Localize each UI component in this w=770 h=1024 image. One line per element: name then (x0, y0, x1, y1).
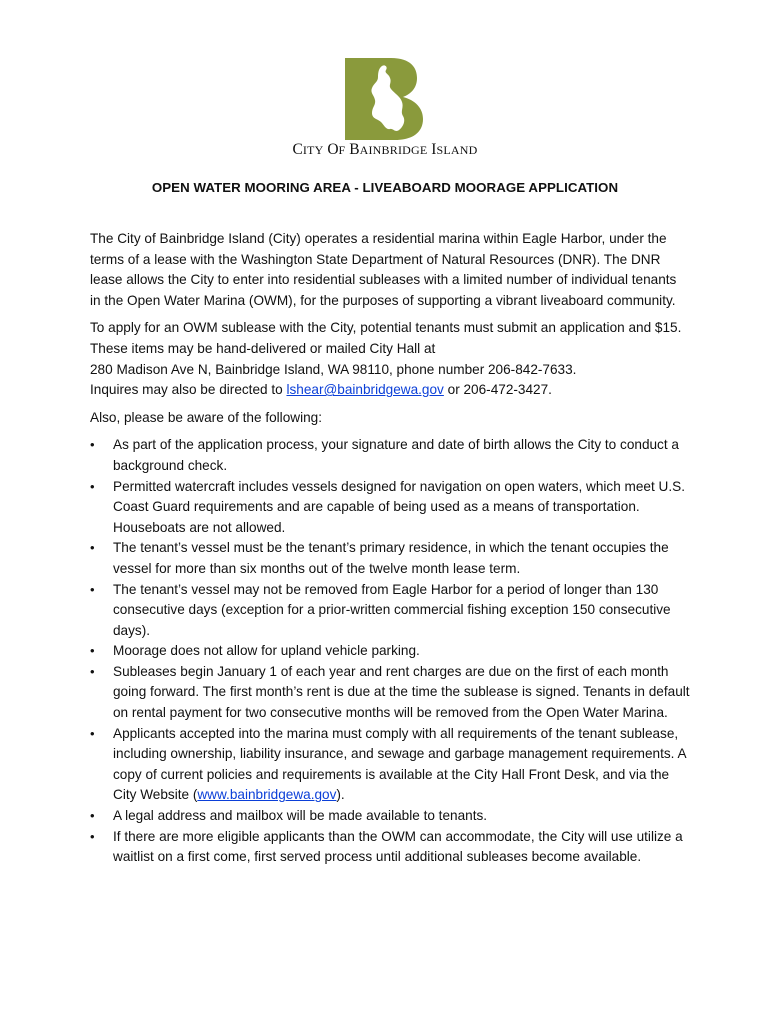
document-body (90, 229, 690, 868)
list-item: • Subleases begin January 1 of each year and rent charges are due on the first of each month going forward. The first month’s rent is due at the time the sublease is signed. Tenants in default on rental payment for two consecutive months will be removed from the Open Water Marina. (90, 662, 690, 724)
website-link[interactable]: www.bainbridgewa.gov (197, 787, 337, 803)
list-item: • Permitted watercraft includes vessels designed for navigation on open waters, which meet U.S. Coast Guard requirements and are capable of being used as a means of transportation. Houseboats are not allowed. (90, 477, 690, 539)
list-item: • If there are more eligible applicants than the OWM can accommodate, the City will use utilize a waitlist on a first come, first served process until additional subleases become available. (90, 827, 690, 868)
list-item: • The tenant’s vessel must be the tenant’s primary residence, in which the tenant occupies the vessel for more than six months out of the twelve month lease term. (90, 538, 690, 579)
intro-paragraph: The City of Bainbridge Island (City) operates a residential marina within Eagle Harbor, under the terms of a lease with the Washington State Department of Natural Resources (DNR). The DNR lease allows the City to enter into residential subleases with a limited number of individual tenants in the Open Water Marina (OWM), for the purposes of supporting a vibrant liveaboard community. (90, 231, 677, 308)
city-logo (345, 58, 423, 140)
city-name: CITY OF BAINBRIDGE ISLAND (292, 141, 478, 158)
apply-paragraph: To apply for an OWM sublease with the City, potential tenants must submit an application and $15. These items may be hand-delivered or mailed City Hall at 280 Madison Ave N, Bainbridge Island, WA 98110, phone number 206-842-7633. Inquires may also be directed to lshear@bainbridgewa.gov or 206-472-3427. (90, 320, 682, 398)
notice-paragraph: Also, please be aware of the following: (90, 409, 322, 425)
page-title: OPEN WATER MOORING AREA - LIVEABOARD MOORAGE APPLICATION (151, 180, 619, 195)
list-item: • Applicants accepted into the marina must comply with all requirements of the tenant sublease, including ownership, liability insurance, and sewage and garbage management requirements. A copy of current policies and requirements is available at the City Hall Front Desk, and via the City Website (www.bainbridgewa.gov). (90, 724, 690, 806)
email-link[interactable]: lshear@bainbridgewa.gov (286, 382, 444, 398)
list-item: • As part of the application process, your signature and date of birth allows the City to conduct a background check. (90, 435, 690, 476)
list-item: • The tenant’s vessel may not be removed from Eagle Harbor for a period of longer than 130 consecutive days (exception for a prior-written commercial fishing exception 150 consecutive days). (90, 580, 690, 642)
list-item: • Moorage does not allow for upland vehicle parking. (90, 641, 690, 662)
list-item: • A legal address and mailbox will be made available to tenants. (90, 806, 690, 827)
requirements-list (90, 435, 690, 867)
